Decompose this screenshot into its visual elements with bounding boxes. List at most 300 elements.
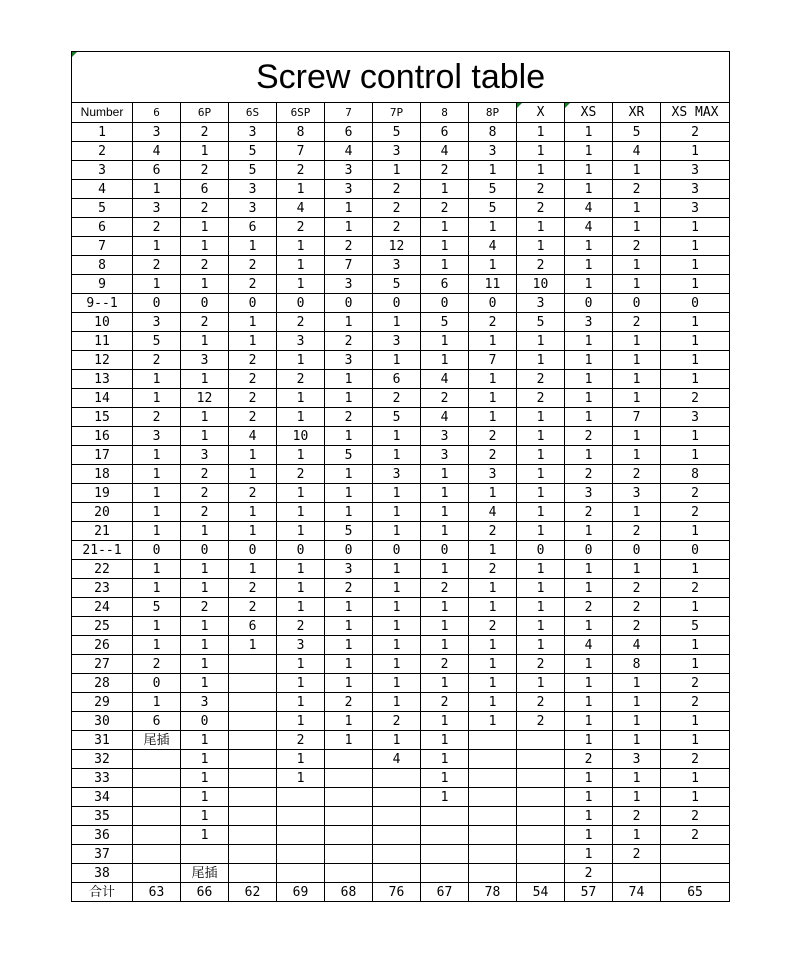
count-cell[interactable]: 1 <box>565 123 613 142</box>
count-cell[interactable] <box>373 826 421 845</box>
count-cell[interactable]: 1 <box>277 655 325 674</box>
count-cell[interactable]: 1 <box>469 598 517 617</box>
count-cell[interactable]: 1 <box>325 674 373 693</box>
count-cell[interactable]: 1 <box>469 484 517 503</box>
count-cell[interactable]: 1 <box>517 522 565 541</box>
count-cell[interactable]: 1 <box>421 465 469 484</box>
count-cell[interactable]: 2 <box>517 256 565 275</box>
count-cell[interactable] <box>469 826 517 845</box>
count-cell[interactable]: 1 <box>181 636 229 655</box>
count-cell[interactable]: 2 <box>421 199 469 218</box>
count-cell[interactable]: 1 <box>517 161 565 180</box>
count-cell[interactable]: 3 <box>517 294 565 313</box>
count-cell[interactable]: 2 <box>373 712 421 731</box>
column-header[interactable]: 7P <box>373 103 421 123</box>
count-cell[interactable]: 6 <box>421 275 469 294</box>
count-cell[interactable] <box>325 864 373 883</box>
count-cell[interactable]: 1 <box>565 275 613 294</box>
count-cell[interactable]: 1 <box>661 218 730 237</box>
count-cell[interactable]: 3 <box>613 484 661 503</box>
count-cell[interactable]: 1 <box>277 256 325 275</box>
count-cell[interactable]: 2 <box>421 655 469 674</box>
count-cell[interactable]: 1 <box>373 693 421 712</box>
count-cell[interactable]: 2 <box>613 180 661 199</box>
total-cell[interactable]: 66 <box>181 883 229 902</box>
count-cell[interactable]: 2 <box>517 389 565 408</box>
count-cell[interactable]: 3 <box>229 180 277 199</box>
count-cell[interactable]: 1 <box>565 655 613 674</box>
count-cell[interactable]: 1 <box>181 142 229 161</box>
count-cell[interactable]: 2 <box>421 693 469 712</box>
row-number-cell[interactable]: 12 <box>72 351 133 370</box>
count-cell[interactable]: 3 <box>661 180 730 199</box>
count-cell[interactable]: 7 <box>325 256 373 275</box>
count-cell[interactable]: 2 <box>661 123 730 142</box>
count-cell[interactable]: 1 <box>181 427 229 446</box>
count-cell[interactable] <box>373 864 421 883</box>
count-cell[interactable]: 1 <box>661 522 730 541</box>
count-cell[interactable]: 1 <box>373 161 421 180</box>
count-cell[interactable] <box>421 845 469 864</box>
count-cell[interactable]: 1 <box>613 712 661 731</box>
count-cell[interactable]: 2 <box>277 731 325 750</box>
count-cell[interactable]: 1 <box>421 750 469 769</box>
count-cell[interactable]: 1 <box>325 427 373 446</box>
count-cell[interactable]: 1 <box>565 522 613 541</box>
count-cell[interactable]: 1 <box>421 522 469 541</box>
count-cell[interactable]: 5 <box>373 123 421 142</box>
count-cell[interactable]: 2 <box>229 351 277 370</box>
count-cell[interactable] <box>277 826 325 845</box>
count-cell[interactable]: 5 <box>133 332 181 351</box>
count-cell[interactable]: 尾插 <box>133 731 181 750</box>
count-cell[interactable]: 2 <box>325 693 373 712</box>
count-cell[interactable]: 5 <box>469 180 517 199</box>
row-number-cell[interactable]: 10 <box>72 313 133 332</box>
count-cell[interactable]: 0 <box>229 541 277 560</box>
count-cell[interactable]: 4 <box>469 237 517 256</box>
count-cell[interactable] <box>469 769 517 788</box>
count-cell[interactable]: 2 <box>277 313 325 332</box>
count-cell[interactable]: 1 <box>565 826 613 845</box>
count-cell[interactable]: 8 <box>661 465 730 484</box>
count-cell[interactable]: 1 <box>277 560 325 579</box>
count-cell[interactable] <box>517 845 565 864</box>
count-cell[interactable]: 2 <box>229 389 277 408</box>
count-cell[interactable]: 1 <box>277 750 325 769</box>
count-cell[interactable]: 1 <box>661 332 730 351</box>
count-cell[interactable]: 2 <box>325 332 373 351</box>
row-number-cell[interactable]: 2 <box>72 142 133 161</box>
count-cell[interactable]: 2 <box>373 180 421 199</box>
count-cell[interactable] <box>421 826 469 845</box>
count-cell[interactable]: 0 <box>661 541 730 560</box>
count-cell[interactable]: 3 <box>469 465 517 484</box>
count-cell[interactable]: 1 <box>661 446 730 465</box>
row-number-cell[interactable]: 22 <box>72 560 133 579</box>
count-cell[interactable]: 1 <box>565 389 613 408</box>
column-header[interactable]: XR <box>613 103 661 123</box>
count-cell[interactable] <box>373 807 421 826</box>
count-cell[interactable]: 1 <box>229 332 277 351</box>
count-cell[interactable] <box>229 864 277 883</box>
count-cell[interactable]: 1 <box>421 256 469 275</box>
row-number-cell[interactable]: 21 <box>72 522 133 541</box>
count-cell[interactable]: 3 <box>421 446 469 465</box>
count-cell[interactable]: 1 <box>517 636 565 655</box>
count-cell[interactable]: 4 <box>373 750 421 769</box>
count-cell[interactable] <box>469 788 517 807</box>
count-cell[interactable]: 1 <box>421 351 469 370</box>
count-cell[interactable]: 1 <box>277 503 325 522</box>
count-cell[interactable]: 3 <box>181 351 229 370</box>
count-cell[interactable]: 4 <box>229 427 277 446</box>
count-cell[interactable] <box>373 769 421 788</box>
count-cell[interactable]: 0 <box>661 294 730 313</box>
count-cell[interactable]: 1 <box>421 237 469 256</box>
count-cell[interactable]: 1 <box>373 598 421 617</box>
count-cell[interactable]: 1 <box>229 503 277 522</box>
count-cell[interactable]: 5 <box>469 199 517 218</box>
count-cell[interactable]: 1 <box>517 237 565 256</box>
count-cell[interactable]: 1 <box>421 484 469 503</box>
count-cell[interactable]: 1 <box>469 541 517 560</box>
count-cell[interactable]: 8 <box>469 123 517 142</box>
count-cell[interactable]: 1 <box>133 560 181 579</box>
count-cell[interactable]: 1 <box>613 351 661 370</box>
count-cell[interactable]: 0 <box>277 294 325 313</box>
count-cell[interactable]: 2 <box>229 484 277 503</box>
count-cell[interactable]: 尾插 <box>181 864 229 883</box>
count-cell[interactable]: 5 <box>229 142 277 161</box>
count-cell[interactable]: 1 <box>517 142 565 161</box>
count-cell[interactable]: 2 <box>469 522 517 541</box>
count-cell[interactable]: 1 <box>661 370 730 389</box>
count-cell[interactable]: 1 <box>277 693 325 712</box>
row-number-cell[interactable]: 13 <box>72 370 133 389</box>
row-number-cell[interactable]: 34 <box>72 788 133 807</box>
count-cell[interactable]: 4 <box>421 408 469 427</box>
row-number-cell[interactable]: 5 <box>72 199 133 218</box>
count-cell[interactable]: 1 <box>373 579 421 598</box>
row-number-cell[interactable]: 14 <box>72 389 133 408</box>
count-cell[interactable]: 2 <box>661 826 730 845</box>
count-cell[interactable]: 10 <box>517 275 565 294</box>
count-cell[interactable] <box>469 807 517 826</box>
count-cell[interactable]: 1 <box>229 465 277 484</box>
count-cell[interactable] <box>421 864 469 883</box>
count-cell[interactable]: 0 <box>133 294 181 313</box>
count-cell[interactable]: 1 <box>661 313 730 332</box>
count-cell[interactable]: 3 <box>229 199 277 218</box>
count-cell[interactable]: 2 <box>373 389 421 408</box>
count-cell[interactable]: 2 <box>229 256 277 275</box>
count-cell[interactable]: 1 <box>421 218 469 237</box>
count-cell[interactable]: 3 <box>661 199 730 218</box>
count-cell[interactable]: 2 <box>613 598 661 617</box>
count-cell[interactable] <box>325 769 373 788</box>
count-cell[interactable]: 1 <box>181 275 229 294</box>
count-cell[interactable]: 1 <box>565 617 613 636</box>
row-number-cell[interactable]: 27 <box>72 655 133 674</box>
count-cell[interactable] <box>469 750 517 769</box>
count-cell[interactable]: 1 <box>661 256 730 275</box>
count-cell[interactable] <box>229 769 277 788</box>
count-cell[interactable] <box>373 788 421 807</box>
count-cell[interactable]: 6 <box>133 712 181 731</box>
count-cell[interactable] <box>517 731 565 750</box>
count-cell[interactable]: 1 <box>517 427 565 446</box>
count-cell[interactable]: 1 <box>181 408 229 427</box>
count-cell[interactable]: 0 <box>181 294 229 313</box>
count-cell[interactable]: 1 <box>277 769 325 788</box>
count-cell[interactable]: 5 <box>517 313 565 332</box>
column-header[interactable] <box>565 103 613 123</box>
count-cell[interactable] <box>325 788 373 807</box>
count-cell[interactable]: 0 <box>613 294 661 313</box>
count-cell[interactable]: 1 <box>133 465 181 484</box>
count-cell[interactable] <box>229 674 277 693</box>
count-cell[interactable]: 2 <box>325 579 373 598</box>
count-cell[interactable] <box>133 769 181 788</box>
count-cell[interactable]: 6 <box>133 161 181 180</box>
count-cell[interactable]: 4 <box>565 218 613 237</box>
row-number-cell[interactable]: 36 <box>72 826 133 845</box>
count-cell[interactable]: 3 <box>421 427 469 446</box>
count-cell[interactable]: 1 <box>325 484 373 503</box>
count-cell[interactable]: 1 <box>325 617 373 636</box>
column-header[interactable]: 6S <box>229 103 277 123</box>
count-cell[interactable]: 1 <box>613 769 661 788</box>
count-cell[interactable]: 1 <box>133 370 181 389</box>
count-cell[interactable]: 2 <box>517 655 565 674</box>
count-cell[interactable]: 1 <box>181 560 229 579</box>
count-cell[interactable]: 1 <box>661 655 730 674</box>
count-cell[interactable]: 1 <box>517 617 565 636</box>
count-cell[interactable] <box>277 864 325 883</box>
count-cell[interactable]: 1 <box>565 731 613 750</box>
count-cell[interactable]: 1 <box>325 313 373 332</box>
count-cell[interactable] <box>517 807 565 826</box>
count-cell[interactable]: 1 <box>181 332 229 351</box>
count-cell[interactable]: 2 <box>277 370 325 389</box>
count-cell[interactable]: 1 <box>661 351 730 370</box>
count-cell[interactable]: 1 <box>277 408 325 427</box>
row-number-cell[interactable]: 9--1 <box>72 294 133 313</box>
count-cell[interactable]: 0 <box>277 541 325 560</box>
count-cell[interactable]: 3 <box>661 161 730 180</box>
count-cell[interactable]: 2 <box>229 275 277 294</box>
count-cell[interactable]: 2 <box>517 712 565 731</box>
count-cell[interactable]: 2 <box>133 256 181 275</box>
count-cell[interactable]: 0 <box>325 294 373 313</box>
count-cell[interactable]: 2 <box>373 218 421 237</box>
count-cell[interactable] <box>517 788 565 807</box>
count-cell[interactable] <box>229 807 277 826</box>
total-cell[interactable]: 78 <box>469 883 517 902</box>
count-cell[interactable]: 1 <box>133 522 181 541</box>
count-cell[interactable]: 1 <box>325 712 373 731</box>
count-cell[interactable] <box>229 750 277 769</box>
count-cell[interactable]: 1 <box>133 617 181 636</box>
count-cell[interactable]: 1 <box>565 788 613 807</box>
row-number-cell[interactable]: 1 <box>72 123 133 142</box>
count-cell[interactable]: 1 <box>613 370 661 389</box>
count-cell[interactable] <box>517 750 565 769</box>
count-cell[interactable]: 1 <box>469 579 517 598</box>
count-cell[interactable]: 1 <box>469 408 517 427</box>
count-cell[interactable]: 1 <box>181 522 229 541</box>
count-cell[interactable]: 2 <box>565 864 613 883</box>
total-cell[interactable]: 57 <box>565 883 613 902</box>
count-cell[interactable]: 1 <box>517 465 565 484</box>
count-cell[interactable]: 1 <box>229 313 277 332</box>
count-cell[interactable]: 0 <box>565 294 613 313</box>
count-cell[interactable] <box>421 807 469 826</box>
count-cell[interactable]: 1 <box>181 731 229 750</box>
count-cell[interactable]: 3 <box>373 142 421 161</box>
total-cell[interactable]: 63 <box>133 883 181 902</box>
count-cell[interactable]: 1 <box>469 674 517 693</box>
count-cell[interactable]: 1 <box>373 484 421 503</box>
count-cell[interactable]: 3 <box>133 123 181 142</box>
row-number-cell[interactable]: 11 <box>72 332 133 351</box>
row-number-cell[interactable]: 17 <box>72 446 133 465</box>
count-cell[interactable]: 1 <box>133 484 181 503</box>
count-cell[interactable]: 3 <box>277 636 325 655</box>
column-header[interactable]: 6SP <box>277 103 325 123</box>
row-number-cell[interactable]: 28 <box>72 674 133 693</box>
count-cell[interactable]: 1 <box>373 313 421 332</box>
count-cell[interactable]: 1 <box>325 465 373 484</box>
column-header[interactable]: 8P <box>469 103 517 123</box>
count-cell[interactable]: 1 <box>565 161 613 180</box>
count-cell[interactable]: 1 <box>613 199 661 218</box>
count-cell[interactable]: 1 <box>661 636 730 655</box>
count-cell[interactable]: 0 <box>373 541 421 560</box>
count-cell[interactable]: 0 <box>373 294 421 313</box>
count-cell[interactable]: 1 <box>133 275 181 294</box>
count-cell[interactable]: 11 <box>469 275 517 294</box>
count-cell[interactable]: 3 <box>565 313 613 332</box>
count-cell[interactable]: 3 <box>613 750 661 769</box>
count-cell[interactable]: 1 <box>373 617 421 636</box>
column-header[interactable] <box>517 103 565 123</box>
count-cell[interactable]: 1 <box>613 503 661 522</box>
count-cell[interactable]: 1 <box>421 769 469 788</box>
count-cell[interactable]: 1 <box>565 408 613 427</box>
count-cell[interactable]: 1 <box>277 389 325 408</box>
count-cell[interactable]: 2 <box>181 465 229 484</box>
count-cell[interactable]: 2 <box>469 313 517 332</box>
count-cell[interactable]: 1 <box>325 503 373 522</box>
count-cell[interactable]: 3 <box>373 465 421 484</box>
count-cell[interactable]: 4 <box>325 142 373 161</box>
count-cell[interactable]: 2 <box>661 693 730 712</box>
count-cell[interactable]: 2 <box>517 370 565 389</box>
count-cell[interactable]: 1 <box>277 484 325 503</box>
count-cell[interactable]: 1 <box>469 389 517 408</box>
count-cell[interactable]: 2 <box>181 123 229 142</box>
count-cell[interactable]: 0 <box>565 541 613 560</box>
row-number-cell[interactable]: 25 <box>72 617 133 636</box>
count-cell[interactable]: 1 <box>565 351 613 370</box>
count-cell[interactable]: 7 <box>613 408 661 427</box>
count-cell[interactable]: 4 <box>421 370 469 389</box>
count-cell[interactable]: 2 <box>421 389 469 408</box>
count-cell[interactable]: 0 <box>181 712 229 731</box>
count-cell[interactable]: 2 <box>661 503 730 522</box>
count-cell[interactable]: 1 <box>661 731 730 750</box>
count-cell[interactable]: 2 <box>661 807 730 826</box>
count-cell[interactable]: 2 <box>229 370 277 389</box>
count-cell[interactable]: 2 <box>661 674 730 693</box>
count-cell[interactable]: 2 <box>517 693 565 712</box>
count-cell[interactable]: 2 <box>469 617 517 636</box>
count-cell[interactable] <box>325 845 373 864</box>
count-cell[interactable]: 1 <box>613 332 661 351</box>
count-cell[interactable]: 1 <box>133 503 181 522</box>
count-cell[interactable]: 1 <box>325 199 373 218</box>
count-cell[interactable]: 1 <box>661 769 730 788</box>
column-header[interactable]: 6P <box>181 103 229 123</box>
row-number-cell[interactable]: 37 <box>72 845 133 864</box>
count-cell[interactable]: 4 <box>613 636 661 655</box>
count-cell[interactable]: 2 <box>421 579 469 598</box>
count-cell[interactable]: 1 <box>277 446 325 465</box>
count-cell[interactable]: 2 <box>517 199 565 218</box>
count-cell[interactable]: 2 <box>469 446 517 465</box>
count-cell[interactable]: 2 <box>517 180 565 199</box>
row-number-cell[interactable]: 24 <box>72 598 133 617</box>
count-cell[interactable]: 5 <box>325 446 373 465</box>
count-cell[interactable]: 3 <box>133 427 181 446</box>
count-cell[interactable]: 1 <box>565 693 613 712</box>
count-cell[interactable] <box>133 826 181 845</box>
count-cell[interactable] <box>469 864 517 883</box>
column-header[interactable]: 8 <box>421 103 469 123</box>
count-cell[interactable]: 1 <box>277 712 325 731</box>
totals-label-cell[interactable]: 合计 <box>72 883 133 902</box>
table-title-cell[interactable] <box>72 52 730 103</box>
row-number-cell[interactable]: 3 <box>72 161 133 180</box>
count-cell[interactable] <box>661 864 730 883</box>
count-cell[interactable]: 3 <box>325 161 373 180</box>
count-cell[interactable]: 1 <box>181 788 229 807</box>
row-number-cell[interactable]: 29 <box>72 693 133 712</box>
count-cell[interactable]: 0 <box>421 541 469 560</box>
count-cell[interactable]: 1 <box>517 446 565 465</box>
count-cell[interactable]: 1 <box>565 674 613 693</box>
count-cell[interactable]: 2 <box>373 199 421 218</box>
count-cell[interactable]: 4 <box>565 636 613 655</box>
count-cell[interactable] <box>613 864 661 883</box>
count-cell[interactable]: 3 <box>565 484 613 503</box>
count-cell[interactable]: 1 <box>613 693 661 712</box>
count-cell[interactable] <box>517 864 565 883</box>
count-cell[interactable]: 2 <box>133 218 181 237</box>
count-cell[interactable]: 2 <box>613 807 661 826</box>
count-cell[interactable]: 12 <box>373 237 421 256</box>
count-cell[interactable]: 1 <box>517 408 565 427</box>
count-cell[interactable]: 1 <box>661 598 730 617</box>
row-number-cell[interactable]: 32 <box>72 750 133 769</box>
count-cell[interactable]: 1 <box>613 446 661 465</box>
count-cell[interactable]: 2 <box>613 845 661 864</box>
row-number-cell[interactable]: 18 <box>72 465 133 484</box>
count-cell[interactable]: 1 <box>517 351 565 370</box>
total-cell[interactable]: 54 <box>517 883 565 902</box>
